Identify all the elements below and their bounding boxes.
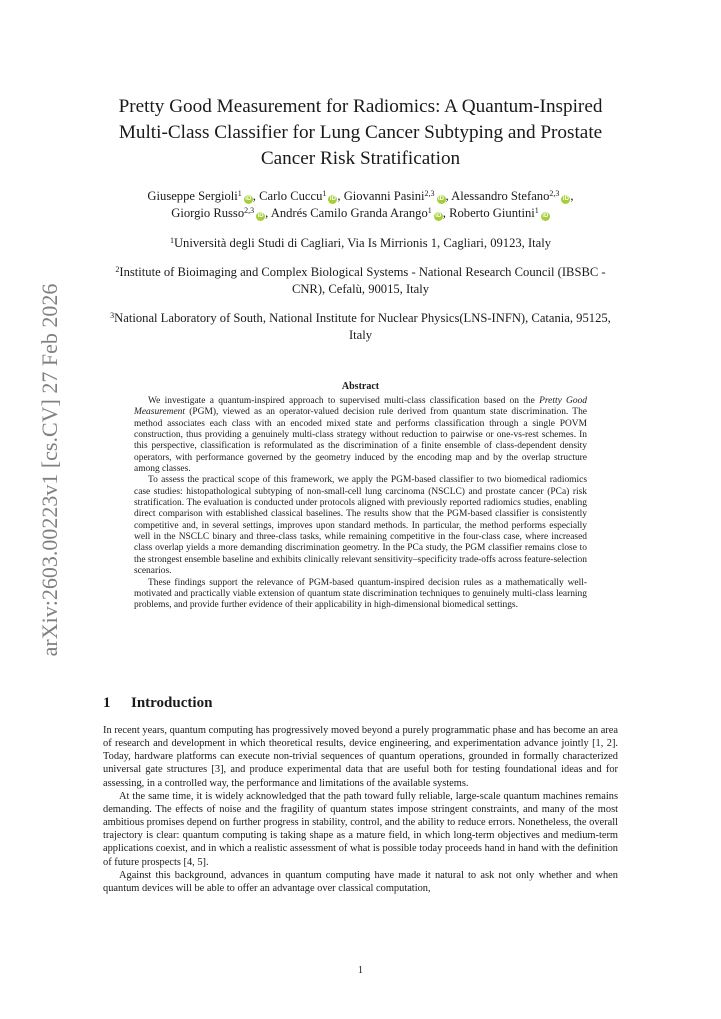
body-paragraph: In recent years, quantum computing has progressively moved beyond a purely programmatic phase and has become an area of research and development in which theoretical results, device engineering, and experimentation advance jointly [1, 2]. Today, hardware platforms can execute non-trivial sequences of quantum operations, grounded in formally characterized universal gate structures [3], and produce experimental data that are useful both for testing foundational ideas and for assessing, in a controlled way, the performance and limitations of the available systems.	[103, 725, 618, 789]
body-paragraph: At the same time, it is widely acknowledged that the path toward fully reliable, large-scale quantum machines remains demanding. The effects of noise and the fragility of quantum states impose stringent constraints, and many of the most ambitious promises depend on further progress in stability, control, and the ability to reduce errors. Nonetheless, the overall trajectory is clear: quantum computing is taking shape as a mature field, in which long-term objectives and medium-term applications coexist, and in which a realistic assessment of what is possible today proceeds hand in hand with the definition of future prospects [4, 5].	[103, 790, 618, 868]
orcid-icon[interactable]: iD	[542, 213, 549, 219]
author-name[interactable]: Giovanni Pasini	[343, 189, 425, 203]
author-affiliation-marker: 1	[427, 206, 432, 215]
orcid-icon[interactable]: iD	[562, 196, 569, 202]
section-title: Introduction	[131, 695, 213, 711]
introduction-body	[103, 724, 618, 895]
affiliation-3	[100, 310, 621, 344]
abstract-heading: Abstract	[341, 381, 380, 392]
affiliation-text: Institute of Bioimaging and Complex Biological Systems - National Research Council (IBSBC - CNR), Cefalù, 90015, Italy	[119, 265, 606, 296]
author-name[interactable]: Alessandro Stefano	[451, 189, 550, 203]
author-affiliation-marker: 2,3	[424, 189, 435, 198]
affiliation-2	[100, 264, 621, 298]
arxiv-identifier-stamp: arXiv:2603.00223v1 [cs.CV] 27 Feb 2026	[37, 283, 62, 657]
affiliation-number: 1	[169, 236, 174, 245]
author-affiliation-marker: 2,3	[549, 189, 560, 198]
author-name[interactable]: Giorgio Russo	[171, 206, 245, 220]
orcid-icon[interactable]: iD	[329, 196, 336, 202]
author-name[interactable]: Carlo Cuccu	[259, 189, 323, 203]
author-separator: ,	[265, 206, 271, 220]
section-heading-introduction	[103, 695, 618, 712]
pgm-emphasis: Pretty Good Measurement	[134, 396, 588, 418]
author-affiliation-marker: 1	[322, 189, 327, 198]
abstract-body	[134, 396, 587, 612]
author-name[interactable]: Andrés Camilo Granda Arango	[270, 206, 428, 220]
orcid-icon[interactable]: iD	[257, 213, 264, 219]
affiliation-text: National Laboratory of South, National Institute for Nuclear Physics(LNS-INFN), Catania, 95125, Italy	[114, 311, 611, 342]
orcid-icon[interactable]: iD	[435, 213, 442, 219]
author-separator: ,	[570, 189, 574, 203]
body-paragraph: Against this background, advances in quantum computing have made it natural to ask not only whether and when quantum devices will be able to offer an advantage over classical computation,	[103, 869, 618, 894]
affiliation-number: 2	[115, 265, 120, 274]
author-affiliation-marker: 2,3	[244, 206, 255, 215]
affiliation-1	[100, 235, 621, 252]
page-number: 1	[357, 965, 364, 976]
author-list	[100, 188, 621, 222]
affiliation-text: Università degli Studi di Cagliari, Via Is Mirrionis 1, Cagliari, 09123, Italy	[173, 236, 552, 250]
author-separator: ,	[442, 206, 450, 220]
section-number: 1	[103, 695, 111, 711]
author-name[interactable]: Giuseppe Sergioli	[147, 189, 238, 203]
orcid-icon[interactable]: iD	[245, 196, 252, 202]
author-name[interactable]: Roberto Giuntini	[449, 206, 535, 220]
abstract-paragraph: These findings support the relevance of PGM-based quantum-inspired decision rules as a mathematically well-motivated and practically viable extension of quantum state discrimination techniques to genuinely multi-class learning problems, and provide further evidence of their applicability in high-dimensional biomedical settings.	[134, 577, 587, 611]
author-separator: ,	[337, 189, 344, 203]
author-separator: ,	[445, 189, 452, 203]
abstract-paragraph: We investigate a quantum-inspired approach to supervised multi-class classification based on the Pretty Good Measurement (PGM), viewed as an operator-valued decision rule derived from quantum state discrimination. The method associates each class with an encoded mixed state and performs classification through a single POVM construction, thus providing a genuinely multi-class strategy without reduction to pairwise or one-vs-rest schemes. In this perspective, classification is reformulated as the discrimination of a finite ensemble of class-dependent density operators, with performance governed by the geometry induced by the encoding map and by the overlap structure among classes.	[134, 396, 588, 475]
affiliation-number: 3	[110, 311, 115, 320]
author-affiliation-marker: 1	[534, 206, 539, 215]
orcid-icon[interactable]: iD	[438, 196, 445, 202]
author-separator: ,	[252, 189, 260, 203]
paper-title: Pretty Good Measurement for Radiomics: A Quantum-Inspired Multi-Class Classifier for Lung Cancer Subtyping and Prostate Cancer Risk Stratification	[118, 96, 603, 169]
author-affiliation-marker: 1	[237, 189, 242, 198]
abstract-paragraph: To assess the practical scope of this framework, we apply the PGM-based classifier to two biomedical radiomics case studies: histopathological subtyping of non-small-cell lung carcinoma (NSCLC) and prostate cancer (PCa) risk stratification. The evaluation is conducted under protocols aligned with previously reported radiomics studies, enabling direct comparison with established classical baselines. The results show that the PGM-based classifier is consistently competitive and, in several settings, improves upon standard methods. In particular, the method performs especially well in the NSCLC binary and three-class tasks, while remaining competitive in the four-class case, where increased class overlap yields a more demanding discrimination geometry. In the PCa study, the PGM classifier remains close to the strongest ensemble baseline and exhibits clinically relevant sensitivity–specificity trade-offs across feature-selection scenarios.	[134, 475, 587, 577]
